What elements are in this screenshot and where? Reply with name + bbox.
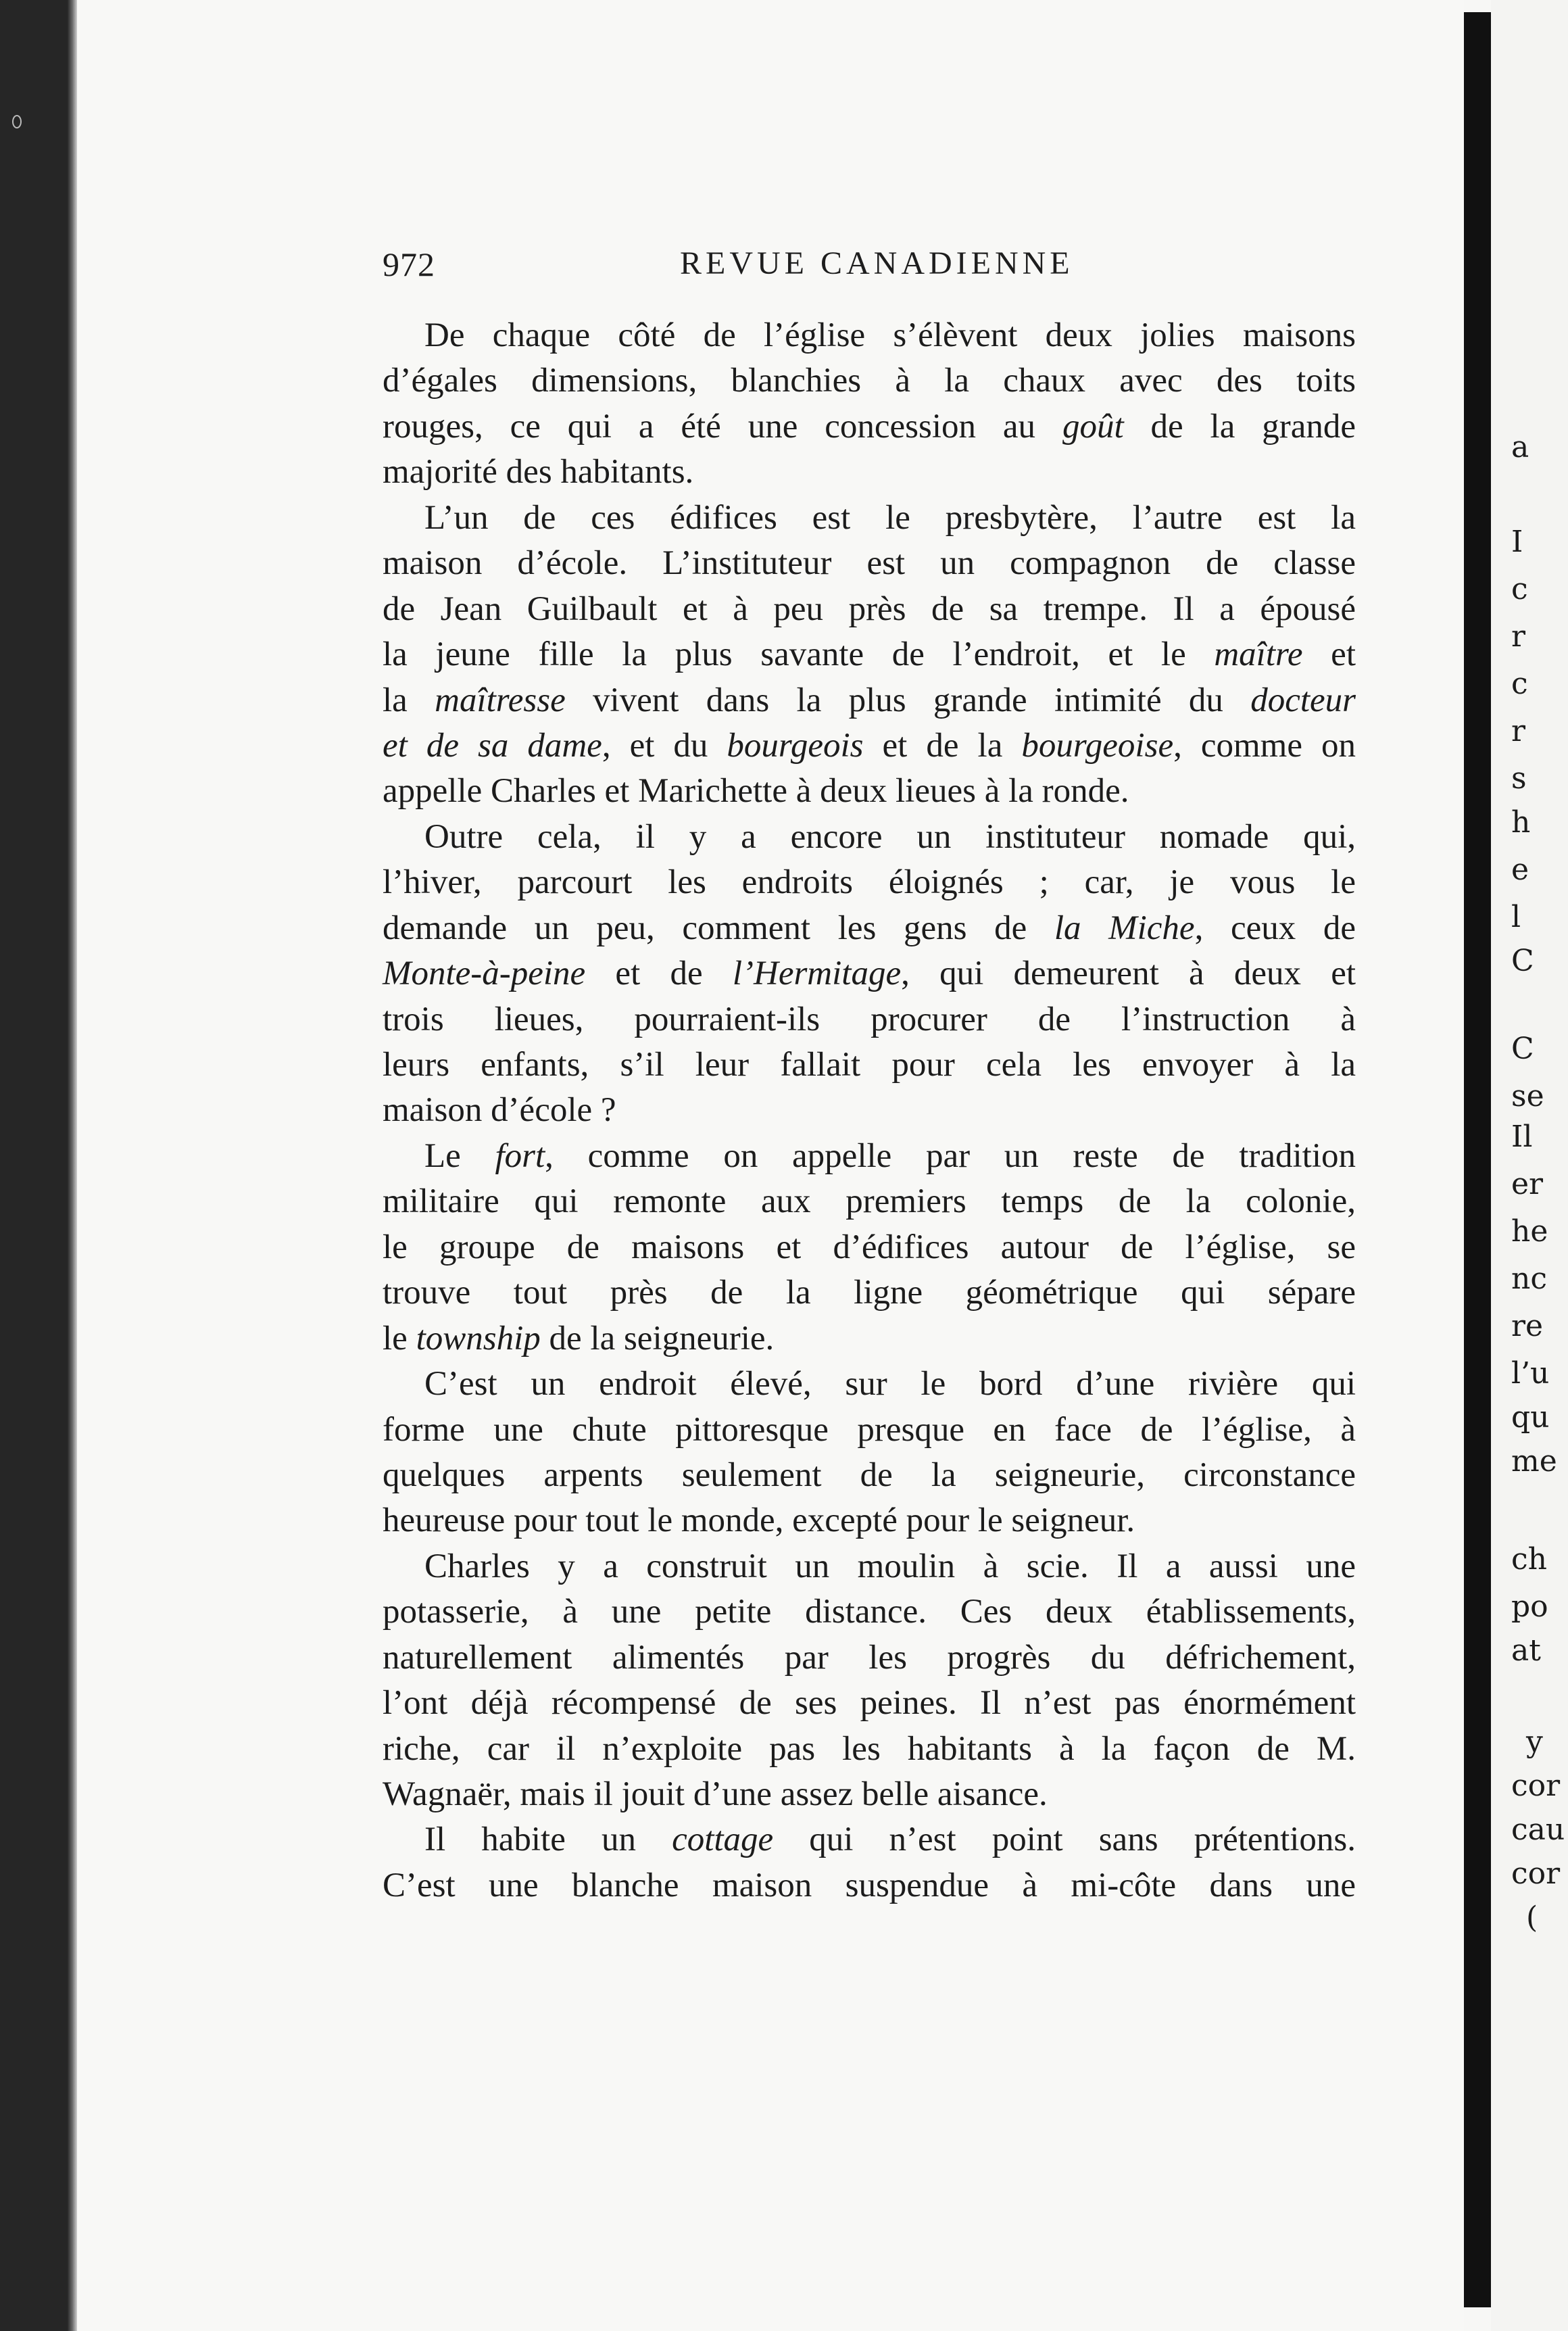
italic-word: cottage — [672, 1821, 774, 1859]
text-line: l’hiver, parcourt les endroits éloignés ; car, je vous le — [383, 863, 1356, 902]
text-line: riche, car il n’exploite pas les habitants à la façon de M. — [383, 1729, 1356, 1768]
facing-page-letter: l’u — [1511, 1356, 1550, 1391]
text-line: maison d’école ? — [383, 1091, 616, 1130]
text-line: leurs enfants, s’il leur fallait pour cela les envoyer à la — [383, 1046, 1356, 1084]
text-line: de Jean Guilbault et à peu près de sa trempe. Il a épousé — [383, 590, 1356, 628]
italic-word: maître — [1214, 635, 1303, 674]
text-line: et de sa dame, et du bourgeois et de la bourgeoise, comme on — [383, 726, 1356, 765]
text-line: rouges, ce qui a été une concession au goût de la grande — [383, 407, 1356, 446]
running-title: REVUE CANADIENNE — [680, 245, 1074, 281]
page-number: 972 — [383, 245, 435, 283]
facing-page-letter: y — [1526, 1725, 1543, 1759]
facing-page-letter: qu — [1511, 1400, 1550, 1435]
text-line: l’ont déjà récompensé de ses peines. Il n’est pas énormément — [383, 1684, 1356, 1723]
facing-page-letter: C — [1511, 944, 1534, 978]
italic-word: et de sa dame — [383, 726, 602, 765]
facing-page-letter: r — [1511, 714, 1526, 748]
scan-artifact-mark — [12, 115, 22, 128]
text-line: la jeune fille la plus savante de l’endroit, et le maître et — [383, 635, 1356, 674]
italic-word: township — [416, 1319, 541, 1357]
body-text — [383, 313, 1356, 1908]
facing-page-letter: r — [1511, 619, 1526, 654]
text-line: appelle Charles et Marichette à deux lieues à la ronde. — [383, 772, 1129, 811]
text-line: naturellement alimentés par les progrès du défrichement, — [383, 1638, 1356, 1677]
text-line: maison d’école. L’instituteur est un compagnon de classe — [383, 544, 1356, 583]
facing-page-fragment — [1491, 0, 1568, 2331]
facing-page-letter: cor — [1511, 1856, 1561, 1891]
facing-page-letter: e — [1511, 852, 1529, 887]
text-line: militaire qui remonte aux premiers temps de la colonie, — [383, 1182, 1356, 1221]
text-line: Charles y a construit un moulin à scie. Il a aussi une — [424, 1547, 1356, 1585]
text-line: trois lieues, pourraient-ils procurer de l’instruction à — [383, 1000, 1356, 1038]
text-line: majorité des habitants. — [383, 453, 694, 491]
page-edge-shadow — [68, 0, 77, 2331]
facing-page-letter: c — [1511, 667, 1528, 701]
facing-page-letter: po — [1511, 1589, 1548, 1624]
italic-word: bourgeois — [727, 726, 864, 765]
text-line: Monte-à-peine et de l’Hermitage, qui demeurent à deux et — [383, 955, 1356, 993]
facing-page-letter: a — [1511, 430, 1529, 464]
text-line: potasserie, à une petite distance. Ces deux établissements, — [383, 1593, 1356, 1631]
facing-page-letter: nc — [1511, 1261, 1547, 1296]
facing-page-letter: I — [1511, 525, 1523, 559]
text-line: De chaque côté de l’église s’élèvent deux jolies maisons — [424, 316, 1356, 354]
binding-shadow — [0, 0, 76, 2331]
facing-page-letter: se — [1511, 1079, 1544, 1113]
text-line: Il habite un cottage qui n’est point sans prétentions. — [424, 1821, 1356, 1859]
text-line: Outre cela, il y a encore un instituteur nomade qui, — [424, 817, 1356, 856]
text-line: demande un peu, comment les gens de la Miche, ceux de — [383, 909, 1356, 947]
gutter-shadow — [1464, 12, 1491, 2307]
facing-page-letter: cau — [1511, 1812, 1565, 1847]
text-line: trouve tout près de la ligne géométrique qui sépare — [383, 1274, 1356, 1312]
text-line: C’est une blanche maison suspendue à mi-côte dans une — [383, 1866, 1356, 1904]
facing-page-letter: s — [1511, 761, 1527, 796]
italic-word: docteur — [1250, 681, 1356, 719]
text-line: Le fort, comme on appelle par un reste de tradition — [424, 1136, 1356, 1175]
text-line: L’un de ces édifices est le presbytère, l’autre est la — [424, 498, 1356, 537]
text-line: d’égales dimensions, blanchies à la chaux avec des toits — [383, 362, 1356, 400]
facing-page-letter: ( — [1526, 1900, 1538, 1935]
italic-word: maîtresse — [435, 681, 566, 719]
text-line: la maîtresse vivent dans la plus grande intimité du docteur — [383, 681, 1356, 719]
text-line: Wagnaër, mais il jouit d’une assez belle aisance. — [383, 1775, 1048, 1813]
text-line: le township de la seigneurie. — [383, 1319, 775, 1357]
italic-word: l’Hermitage — [732, 955, 902, 993]
italic-word: Monte-à-peine — [383, 955, 586, 993]
facing-page-letter: ch — [1511, 1542, 1547, 1577]
italic-word: goût — [1062, 407, 1124, 446]
facing-page-letter: me — [1511, 1444, 1557, 1479]
italic-word: la Miche — [1054, 909, 1195, 947]
facing-page-letter: Il — [1511, 1120, 1533, 1154]
facing-page-letter: c — [1511, 572, 1528, 606]
facing-page-letter: h — [1511, 805, 1531, 840]
text-line: forme une chute pittoresque presque en face de l’église, à — [383, 1410, 1356, 1449]
text-line: heureuse pour tout le monde, excepté pour le seigneur. — [383, 1501, 1135, 1540]
italic-word: bourgeoise — [1021, 726, 1174, 765]
facing-page-letter: he — [1511, 1214, 1548, 1249]
facing-page-letter: er — [1511, 1167, 1544, 1201]
facing-page-letter: re — [1511, 1309, 1544, 1343]
facing-page-letter: cor — [1511, 1769, 1561, 1803]
facing-page-letter: C — [1511, 1032, 1534, 1066]
text-line: le groupe de maisons et d’édifices autour de l’église, se — [383, 1228, 1356, 1266]
text-line: C’est un endroit élevé, sur le bord d’une rivière qui — [424, 1365, 1356, 1403]
italic-word: fort — [495, 1136, 545, 1175]
text-line: quelques arpents seulement de la seigneurie, circonstance — [383, 1456, 1356, 1494]
facing-page-letter: l — [1511, 900, 1521, 934]
facing-page-letter: at — [1511, 1633, 1541, 1668]
